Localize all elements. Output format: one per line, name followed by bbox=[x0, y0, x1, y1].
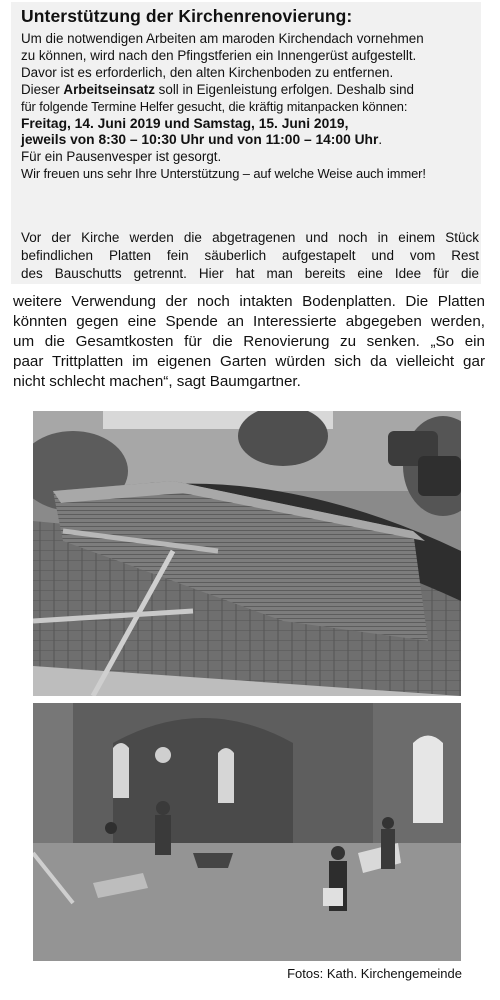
body-line: um die Gesamtkosten für die Renovierung zu senken. „So ein bbox=[13, 333, 485, 350]
vesper-line: Für ein Pausenvesper ist gesorgt. bbox=[21, 149, 222, 165]
thanks-line: Wir freuen uns sehr Ihre Unterstützung – auf welche Weise auch immer! bbox=[21, 166, 426, 182]
intro-line: für folgende Termine Helfer gesucht, die kräftig mitanpacken können: bbox=[21, 98, 408, 114]
body-line: paar Trittplatten im eigenen Garten würden sich da vielleicht gar bbox=[13, 353, 485, 370]
intro-line: Dieser Arbeitseinsatz soll in Eigenleistung erfolgen. Deshalb sind bbox=[21, 81, 414, 97]
continuation-line: Vor der Kirche werden die abgetragenen und noch in einem Stück bbox=[21, 230, 479, 245]
intro-line: Um die notwendigen Arbeiten am maroden Kirchendach vornehmen bbox=[21, 31, 424, 46]
continuation-line: befindlichen Platten fein säuberlich aufgestapelt und vom Rest bbox=[21, 248, 479, 264]
stacked-tiles-image bbox=[33, 411, 461, 696]
continuation-line: des Bauschutts getrennt. Hier hat man bereits eine Idee für die bbox=[21, 266, 479, 282]
box-continuation-text bbox=[21, 229, 479, 284]
work-assignment-bold: Arbeitseinsatz bbox=[63, 81, 155, 97]
intro-line: Davor ist es erforderlich, den alten Kirchenboden zu entfernen. bbox=[21, 64, 394, 80]
photo-church-interior bbox=[33, 703, 461, 961]
intro-text bbox=[21, 31, 481, 183]
body-line: nicht schlecht machen“, sagt Baumgartner. bbox=[13, 373, 301, 390]
church-interior-image bbox=[33, 703, 461, 961]
dates-line: jeweils von 8:30 – 10:30 Uhr und von 11:00 – 14:00 Uhr. bbox=[21, 132, 383, 148]
dates-line: Freitag, 14. Juni 2019 und Samstag, 15. Juni 2019, bbox=[21, 115, 349, 131]
body-line: weitere Verwendung der noch intakten Bodenplatten. Die Platten bbox=[13, 293, 485, 310]
article-heading: Unterstützung der Kirchenrenovierung: bbox=[21, 6, 353, 26]
photo-stacked-tiles bbox=[33, 411, 461, 696]
article-body bbox=[13, 292, 485, 392]
body-line: könnten gegen eine Spende an Interessierte abgegeben werden, bbox=[13, 313, 485, 330]
photo-credit: Fotos: Kath. Kirchengemeinde bbox=[287, 966, 462, 981]
times-bold: jeweils von 8:30 – 10:30 Uhr und von 11:00 – 14:00 Uhr bbox=[21, 132, 379, 148]
intro-line: zu können, wird nach den Pfingstferien ein Innengerüst aufgestellt. bbox=[21, 47, 417, 63]
